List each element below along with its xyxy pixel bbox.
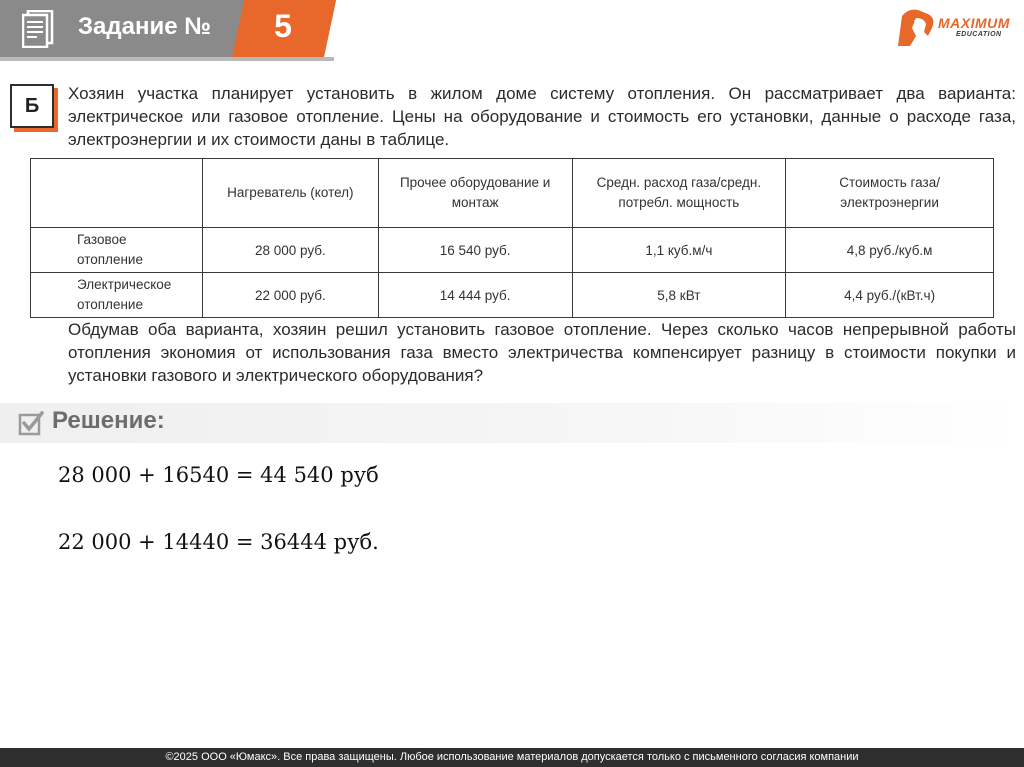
table-header-row: [31, 159, 994, 228]
solution-title: Решение:: [52, 407, 165, 434]
header-underline: [0, 57, 334, 61]
variant-badge: Б: [10, 84, 54, 128]
solution-line: 28 000 + 16540 = 44 540 руб: [58, 463, 379, 487]
table-header-cell: [31, 159, 203, 228]
checkbox-icon: [18, 410, 44, 436]
table-header-cell: Нагреватель (котел): [202, 159, 378, 228]
task-title: Задание №: [78, 13, 211, 40]
data-table: [30, 158, 994, 318]
logo-subtext: EDUCATION: [956, 31, 1002, 38]
table-header-cell: Средн. расход газа/средн. потребл. мощность: [572, 159, 786, 228]
table-row: [31, 228, 994, 273]
table-cell: 28 000 руб.: [202, 228, 378, 273]
table-cell: 16 540 руб.: [378, 228, 572, 273]
table-header-cell: Прочее оборудование и монтаж: [378, 159, 572, 228]
problem-question: Обдумав оба варианта, хозяин решил установить газовое отопление. Через сколько часов непрерывной работы отопления экономия от использования газа вместо электричества компенсирует разницу в стоимости покупки и установки газового и электрического оборудования?: [68, 320, 1016, 385]
table-cell: 22 000 руб.: [202, 273, 378, 318]
table-cell: 4,4 руб./(кВт.ч): [786, 273, 994, 318]
document-icon: [22, 10, 54, 48]
slide-header: [0, 0, 340, 60]
solution-line: 22 000 + 14440 = 36444 руб.: [58, 530, 379, 554]
copyright-footer: ©2025 ООО «Юмакс». Все права защищены. Любое использование материалов допускается только с письменного согласия компании: [0, 748, 1024, 767]
task-number: 5: [274, 8, 292, 44]
row-label: Электрическое отопление: [31, 273, 203, 318]
table-cell: 4,8 руб./куб.м: [786, 228, 994, 273]
table-row: [31, 273, 994, 318]
table-cell: 1,1 куб.м/ч: [572, 228, 786, 273]
table-header-cell: Стоимость газа/электроэнергии: [786, 159, 994, 228]
table-cell: 5,8 кВт: [572, 273, 786, 318]
logo-text: MAXIMUM: [938, 15, 1010, 31]
table-cell: 14 444 руб.: [378, 273, 572, 318]
problem-intro: Хозяин участка планирует установить в жилом доме систему отопления. Он рассматривает два варианта: электрическое или газовое отопление. Цены на оборудование и стоимость его установки, данные о расходе газа, электроэнергии и их стоимости даны в таблице.: [68, 84, 1016, 149]
row-label: Газовое отопление: [31, 228, 203, 273]
